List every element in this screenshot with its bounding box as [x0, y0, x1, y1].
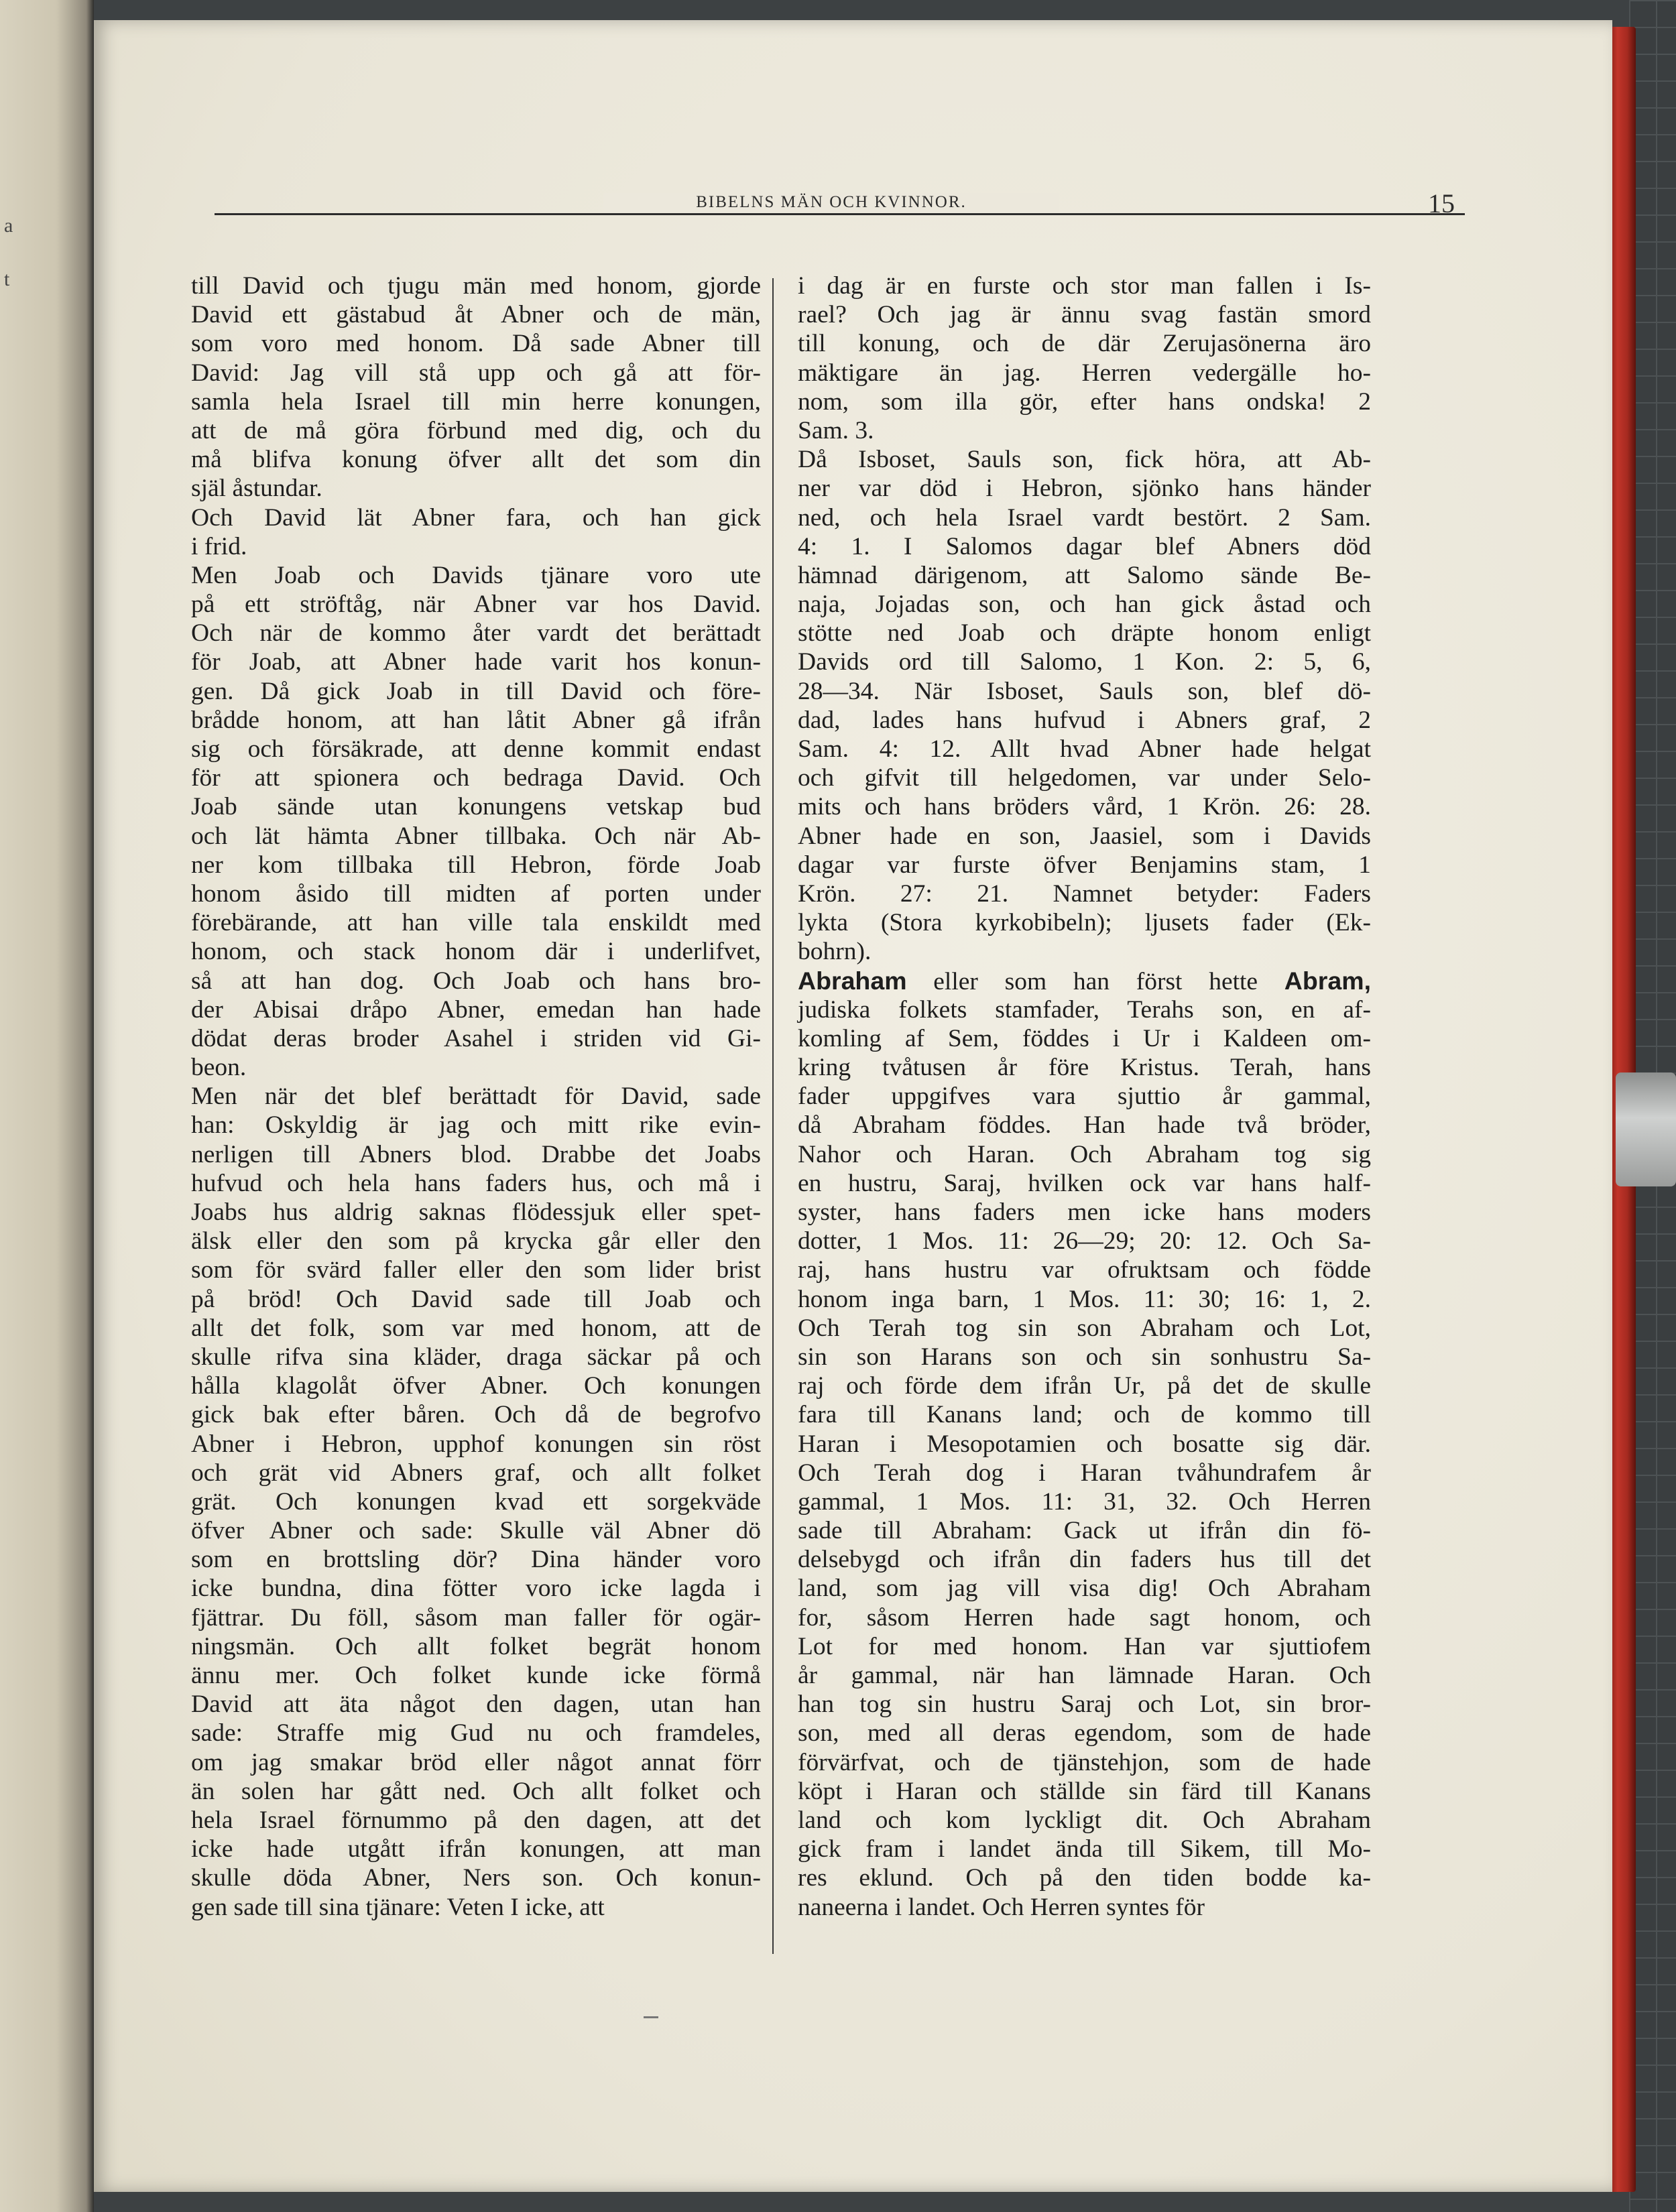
text-line: Sam. 4: 12. Allt hvad Abner hade helgat [798, 735, 1371, 763]
book-page [94, 20, 1612, 2192]
left-column [191, 271, 761, 1922]
text-line: skulle rifva sina kläder, draga säckar på och [191, 1343, 761, 1371]
text-line: än solen har gått ned. Och allt folket och [191, 1777, 761, 1805]
text-line: brådde honom, att han låtit Abner gå ifrån [191, 706, 761, 734]
text-line: samla hela Israel till min herre konungen, [191, 387, 761, 416]
text-line: som en brottsling dör? Dina händer voro [191, 1546, 761, 1574]
text-line: stötte ned Joab och dräpte honom enligt [798, 619, 1371, 648]
text-line: kring tvåtusen år före Kristus. Terah, hans [798, 1054, 1371, 1082]
column-divider [772, 278, 774, 1954]
text-line: Abner i Hebron, upphof konungen sin röst [191, 1430, 761, 1458]
running-head: BIBELNS MÄN OCH KVINNOR. [603, 193, 1059, 212]
right-column-block-after [798, 995, 1371, 1922]
text-line: ner kom tillbaka till Hebron, förde Joab [191, 851, 761, 879]
text-line: skulle döda Abner, Ners son. Och konun- [191, 1864, 761, 1892]
text-line: sade till Abraham: Gack ut ifrån din fö- [798, 1517, 1371, 1545]
text-line: rael? Och jag är ännu svag fastän smord [798, 301, 1371, 329]
text-line: att de må göra förbund med dig, och du [191, 416, 761, 444]
text-line: Davids ord till Salomo, 1 Kon. 2: 5, 6, [798, 648, 1371, 676]
text-line: lykta (Stora kyrkobibeln); ljusets fader (Ek- [798, 909, 1371, 937]
text-line: själ åstundar. [191, 475, 322, 503]
text-line: för Joab, att Abner hade varit hos konun- [191, 648, 761, 676]
text-line: älsk eller den som på krycka går eller den [191, 1227, 761, 1255]
text-line: fara till Kanans land; och de kommo till [798, 1401, 1371, 1429]
text-line: komling af Sem, föddes i Ur i Kaldeen om- [798, 1024, 1371, 1052]
entry-connector: eller som han först hette [906, 967, 1284, 995]
text-line: judiska folkets stamfader, Terahs son, en af- [798, 995, 1371, 1024]
text-line: år gammal, när han lämnade Haran. Och [798, 1662, 1371, 1689]
text-line: ner var död i Hebron, sjönko hans händer [798, 475, 1371, 503]
text-line: och gifvit till helgedomen, var under Selo- [798, 764, 1371, 792]
text-line: sade: Straffe mig Gud nu och framdeles, [191, 1719, 761, 1747]
text-line: sin son Harans son och sin sonhustru Sa- [798, 1343, 1371, 1371]
text-line: bohrn). [798, 938, 872, 966]
text-line: Men Joab och Davids tjänare voro ute [191, 561, 761, 589]
text-line: raj, hans hustru var ofruktsam och födde [798, 1256, 1371, 1284]
text-line: sig och försäkrade, att denne kommit endast [191, 735, 761, 763]
text-line: om jag smakar bröd eller något annat förr [191, 1748, 761, 1776]
text-line: Joabs hus aldrig saknas flödessjuk eller spet- [191, 1199, 761, 1226]
text-line: gick bak efter båren. Och då de begrofvo [191, 1401, 761, 1429]
text-line: och lät hämta Abner tillbaka. Och när Ab- [191, 822, 761, 850]
page-number: 15 [1428, 188, 1455, 219]
text-line: son, med all deras egendom, som de hade [798, 1719, 1371, 1747]
text-line: raj och förde dem ifrån Ur, på det de skulle [798, 1372, 1371, 1400]
text-line: fader uppgifves vara sjuttio år gammal, [798, 1083, 1371, 1111]
entry-headword: Abraham [798, 966, 907, 995]
text-line: ningsmän. Och allt folket begrät honom [191, 1632, 761, 1660]
right-column [798, 271, 1371, 1922]
text-line: icke hade utgått ifrån konungen, att man [191, 1835, 761, 1863]
text-line: land, som jag vill visa dig! Och Abraham [798, 1575, 1371, 1603]
entry-heading-line [798, 967, 1371, 995]
text-line: han: Oskyldig är jag och mitt rike evin- [191, 1111, 761, 1140]
text-line: köpt i Haran och ställde sin färd till Kanans [798, 1777, 1371, 1805]
text-line: delsebygd och ifrån din faders hus till det [798, 1546, 1371, 1574]
text-line: Haran i Mesopotamien och bosatte sig där. [798, 1430, 1371, 1458]
text-line: Lot for med honom. Han var sjuttiofem [798, 1632, 1371, 1660]
text-line: ned, och hela Israel vardt bestört. 2 Sam. [798, 503, 1371, 532]
text-line: då Abraham föddes. Han hade två bröder, [798, 1111, 1371, 1140]
text-line: nom, som illa gör, efter hans ondska! 2 [798, 387, 1371, 416]
entry-alt-name: Abram, [1284, 966, 1371, 995]
scanner-clip [1616, 1072, 1676, 1186]
text-line: i frid. [191, 532, 247, 560]
text-line: beon. [191, 1054, 247, 1082]
text-line: ännu mer. Och folket kunde icke förmå [191, 1662, 761, 1689]
text-line: allt det folk, som var med honom, att de [191, 1314, 761, 1342]
text-line: Och David lät Abner fara, och han gick [191, 503, 761, 532]
text-line: naja, Jojadas son, och han gick åstad och [798, 591, 1371, 619]
text-line: öfver Abner och sade: Skulle väl Abner dö [191, 1517, 761, 1545]
text-line: i dag är en furste och stor man fallen i Is- [798, 272, 1371, 300]
text-line: gick fram i landet ända till Sikem, till Mo- [798, 1835, 1371, 1863]
header-rule [215, 213, 1465, 215]
text-line: icke bundna, dina fötter voro icke lagda i [191, 1575, 761, 1603]
text-line: så att han dog. Och Joab och hans bro- [191, 967, 761, 995]
text-line: dagar var furste öfver Benjamins stam, 1 [798, 851, 1371, 879]
text-line: Och Terah tog sin son Abraham och Lot, [798, 1314, 1371, 1342]
text-line: dad, lades hans hufvud i Abners graf, 2 [798, 706, 1371, 734]
text-line: dotter, 1 Mos. 11: 26—29; 20: 12. Och Sa- [798, 1227, 1371, 1255]
text-line: hufvud och hela hans faders hus, och må i [191, 1169, 761, 1197]
text-line: dödat deras broder Asahel i striden vid Gi- [191, 1024, 761, 1052]
text-line: honom, och stack honom där i underlifvet, [191, 938, 761, 966]
text-line: Och när de kommo åter vardt det berättadt [191, 619, 761, 648]
text-line: mäktigare än jag. Herren vedergälle ho- [798, 359, 1371, 387]
text-line: gen. Då gick Joab in till David och före- [191, 677, 761, 705]
text-line: till konung, och de där Zerujasönerna äro [798, 330, 1371, 358]
text-line: honom inga barn, 1 Mos. 11: 30; 16: 1, 2. [798, 1285, 1371, 1313]
text-line: honom åsido till midten af porten under [191, 879, 761, 908]
text-line: der Abisai dråpo Abner, emedan han hade [191, 995, 761, 1024]
text-line: David: Jag vill stå upp och gå att för- [191, 359, 761, 387]
text-line: Nahor och Haran. Och Abraham tog sig [798, 1140, 1371, 1168]
text-line: gammal, 1 Mos. 11: 31, 32. Och Herren [798, 1487, 1371, 1516]
text-line: Men när det blef berättadt för David, sade [191, 1083, 761, 1111]
footer-mark [644, 2016, 658, 2018]
text-line: hålla klagolåt öfver Abner. Och konungen [191, 1372, 761, 1400]
text-line: grät. Och konungen kvad ett sorgekväde [191, 1487, 761, 1516]
text-line: Och Terah dog i Haran tvåhundrafem år [798, 1459, 1371, 1487]
text-line: Joab sände utan konungens vetskap bud [191, 793, 761, 821]
text-line: på bröd! Och David sade till Joab och [191, 1285, 761, 1313]
right-column-block-before [798, 271, 1371, 967]
text-line: 4: 1. I Salomos dagar blef Abners död [798, 532, 1371, 560]
text-line: land och kom lyckligt dit. Och Abraham [798, 1806, 1371, 1834]
text-line: förebärande, att han ville tala enskildt med [191, 909, 761, 937]
text-line: naneerna i landet. Och Herren syntes för [798, 1893, 1205, 1921]
margin-mark: a [4, 214, 13, 237]
text-line: en hustru, Saraj, hvilken ock var hans half- [798, 1169, 1371, 1197]
text-line: nerligen till Abners blod. Drabbe det Joabs [191, 1140, 761, 1168]
text-line: mits och hans bröders vård, 1 Krön. 26: 28. [798, 793, 1371, 821]
text-line: Då Isboset, Sauls son, fick höra, att Ab- [798, 446, 1371, 474]
margin-mark: t [4, 268, 10, 290]
text-line: som voro med honom. Då sade Abner till [191, 330, 761, 358]
text-line: res eklund. Och på den tiden bodde ka- [798, 1864, 1371, 1892]
text-line: gen sade till sina tjänare: Veten I icke, att [191, 1893, 605, 1921]
text-line: Abner hade en son, Jaasiel, som i Davids [798, 822, 1371, 850]
text-line: för att spionera och bedraga David. Och [191, 764, 761, 792]
text-line: och grät vid Abners graf, och allt folket [191, 1459, 761, 1487]
text-line: hämnad därigenom, att Salomo sände Be- [798, 561, 1371, 589]
text-line: på ett ströftåg, när Abner var hos David. [191, 591, 761, 619]
text-line: hela Israel förnummo på den dagen, att det [191, 1806, 761, 1834]
text-line: for, såsom Herren hade sagt honom, och [798, 1603, 1371, 1632]
text-line: han tog sin hustru Saraj och Lot, sin bror- [798, 1691, 1371, 1719]
text-line: syster, hans faders men icke hans moders [798, 1199, 1371, 1226]
previous-page-edge [0, 0, 94, 2212]
text-line: som för svärd faller eller den som lider brist [191, 1256, 761, 1284]
text-line: Krön. 27: 21. Namnet betyder: Faders [798, 879, 1371, 908]
text-line: 28—34. När Isboset, Sauls son, blef dö- [798, 677, 1371, 705]
text-line: Sam. 3. [798, 416, 874, 444]
text-line: förvärfvat, och de tjänstehjon, som de hade [798, 1748, 1371, 1776]
text-line: David att äta något den dagen, utan han [191, 1691, 761, 1719]
text-line: må blifva konung öfver allt det som din [191, 446, 761, 474]
text-line: David ett gästabud åt Abner och de män, [191, 301, 761, 329]
text-line: fjättrar. Du föll, såsom man faller för ogär- [191, 1603, 761, 1632]
text-line: till David och tjugu män med honom, gjorde [191, 272, 761, 300]
